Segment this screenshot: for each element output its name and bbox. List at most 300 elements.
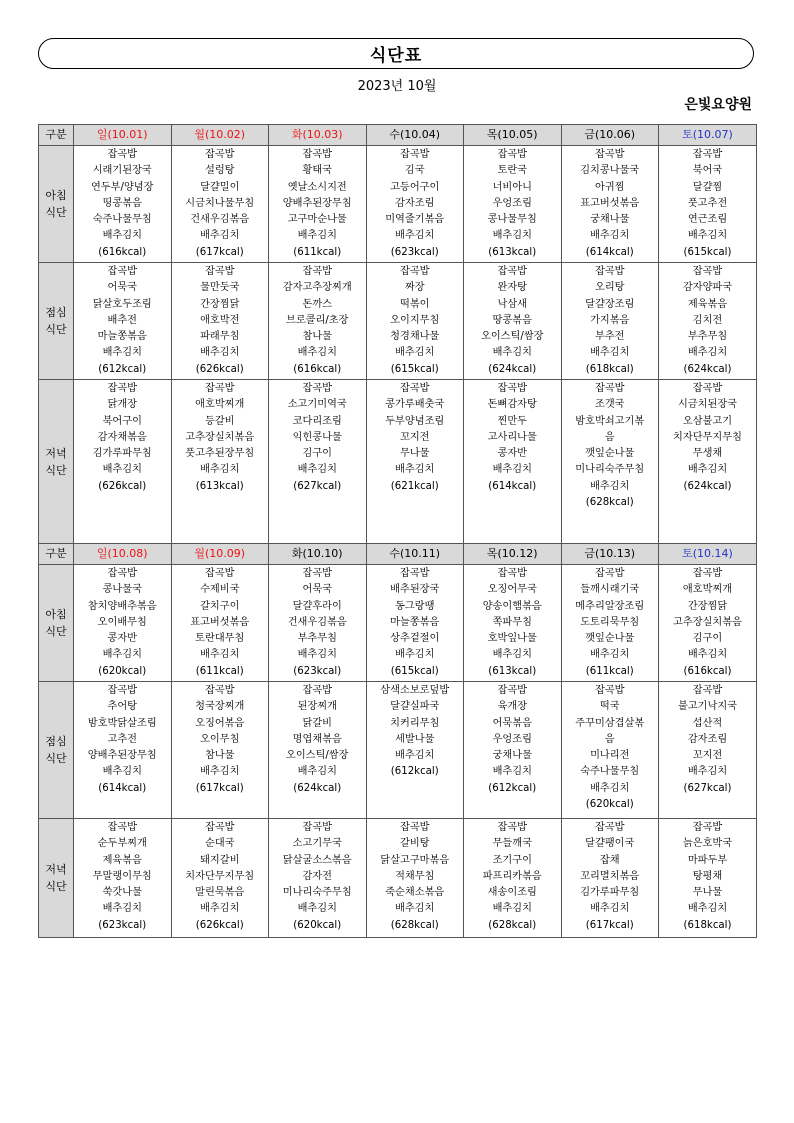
menu-item: 밤호박쇠고기볶 [575, 415, 645, 427]
day-header: 월(10.09) [171, 544, 269, 565]
menu-item: 잡곡밥 [399, 149, 430, 160]
menu-item: 배추김치 [687, 347, 728, 359]
menu-item: 배추된장국 [390, 584, 440, 596]
menu-item: 참치양배추볶음 [87, 600, 157, 612]
menu-item: (617kcal) [195, 246, 244, 258]
meal-row [39, 263, 757, 380]
menu-item: 감자전 [302, 870, 333, 882]
menu-item: 말린묵볶음 [195, 887, 245, 899]
menu-item: (628kcal) [390, 919, 439, 931]
menu-item: 잡곡밥 [594, 568, 625, 579]
menu-item: 풋고추된장무침 [185, 448, 255, 460]
menu-item: 배추김치 [200, 464, 240, 476]
menu-item: 부추전 [594, 331, 625, 343]
menu-item: (626kcal) [195, 919, 244, 931]
menu-item: 잡곡밥 [302, 685, 333, 696]
menu-item: 콩자반 [497, 448, 528, 460]
menu-item: 숙주나물무침 [92, 214, 152, 226]
menu-item: 숙주나물무침 [580, 766, 640, 778]
menu-item: 무말랭이무침 [92, 870, 152, 882]
menu-item: 가지볶음 [590, 314, 630, 326]
meal-label-line: 식단 [45, 323, 67, 336]
menu-item: 치커리무침 [390, 717, 440, 729]
menu-item: 잡곡밥 [497, 149, 528, 160]
menu-item: 잡곡밥 [692, 383, 723, 394]
menu-item: 오삼불고기 [682, 415, 733, 427]
menu-item: 양배추된장무침 [282, 197, 352, 209]
menu-item: 오이스틱/쌈장 [481, 331, 544, 343]
menu-item: 애호박찌개 [195, 399, 245, 411]
menu-item: 무생채 [692, 448, 723, 460]
menu-item: (620kcal) [98, 665, 147, 677]
day-header: 화(10.03) [269, 125, 367, 146]
menu-item: 참나물 [204, 750, 235, 762]
menu-item: 잡곡밥 [594, 266, 625, 277]
meal-label-line: 식단 [45, 206, 67, 219]
menu-item: 배추김치 [200, 230, 240, 242]
menu-cell [659, 682, 757, 819]
meal-label-line: 식단 [45, 463, 67, 477]
menu-item: 잡곡밥 [204, 149, 235, 160]
menu-item: 고추장실치볶음 [673, 616, 742, 628]
menu-item: (624kcal) [488, 363, 537, 375]
menu-item: 연근조림 [687, 214, 728, 226]
header-label: 구분 [39, 544, 74, 565]
menu-item: 애호박전 [200, 314, 240, 326]
menu-item: 완자탕 [497, 282, 528, 294]
menu-item: 미나리숙주무침 [575, 464, 645, 476]
menu-item: 배추김치 [687, 649, 728, 661]
menu-item: 고사리나물 [487, 431, 537, 443]
menu-item: 오징어볶음 [195, 717, 245, 729]
menu-item: 꼬지전 [692, 750, 723, 762]
menu-item: 땅콩볶음 [492, 314, 532, 326]
menu-item: 등갈비 [204, 415, 235, 427]
meal-label-line: 식단 [45, 752, 67, 765]
menu-cell [366, 380, 464, 544]
menu-cell [561, 819, 659, 938]
menu-item: 애호박찌개 [682, 584, 733, 596]
menu-item: 닭개장 [107, 399, 138, 411]
menu-cell [561, 263, 659, 380]
menu-item: 고추장실치볶음 [185, 431, 255, 443]
menu-item: 청경채나물 [390, 331, 440, 343]
menu-item: 음 [604, 733, 615, 745]
menu-item: 세발나물 [395, 733, 435, 745]
menu-item: 배추김치 [395, 464, 435, 476]
menu-item: 음 [604, 431, 615, 443]
menu-item: (615kcal) [390, 665, 439, 677]
menu-item: 참나물 [302, 331, 333, 343]
menu-item: 죽순채소볶음 [385, 887, 445, 899]
menu-item: 잡곡밥 [107, 266, 138, 277]
menu-item: 마파두부 [687, 854, 728, 866]
menu-item: (621kcal) [390, 480, 439, 492]
menu-item: 잡곡밥 [399, 266, 430, 277]
menu-item: 섭산적 [692, 717, 723, 729]
menu-item: 낙삼새 [497, 298, 528, 310]
meal-label [39, 380, 74, 544]
menu-item: 치자단무지무침 [185, 870, 255, 882]
menu-item: 닭살굴소스볶음 [282, 854, 352, 866]
menu-cell [464, 565, 562, 682]
menu-item: 떡국 [599, 701, 620, 713]
menu-item: 소고기무국 [292, 838, 342, 850]
menu-item: 달걀밀이 [200, 181, 240, 193]
meal-label [39, 565, 74, 682]
menu-item: 깻잎순나물 [585, 633, 635, 645]
menu-item: (626kcal) [98, 480, 147, 492]
menu-item: 배추김치 [102, 766, 142, 778]
day-header: 목(10.05) [464, 125, 562, 146]
menu-item: 배추김치 [492, 766, 532, 778]
menu-item: 배추김치 [687, 903, 728, 915]
menu-item: 배추김치 [687, 230, 728, 242]
menu-item: 잡곡밥 [204, 685, 235, 696]
menu-item: 오이스틱/쌈장 [286, 750, 349, 762]
menu-item: 고등어구이 [390, 181, 440, 193]
menu-item: (614kcal) [98, 782, 147, 794]
menu-item: 익힌콩나물 [292, 431, 342, 443]
menu-item: 닭살고구마볶음 [380, 854, 450, 866]
meal-label [39, 146, 74, 263]
menu-cell [171, 146, 269, 263]
menu-item: 배추김치 [102, 347, 142, 359]
menu-item: 오이무침 [200, 733, 240, 745]
menu-item: (617kcal) [585, 919, 634, 931]
menu-item: 파래무침 [200, 331, 240, 343]
menu-item: 북어구이 [102, 415, 142, 427]
menu-item: (614kcal) [585, 246, 634, 258]
menu-item: 표고버섯볶음 [580, 197, 640, 209]
menu-cell [269, 565, 367, 682]
menu-item: 배추김치 [395, 750, 435, 762]
menu-item: 달걀찜 [692, 181, 723, 193]
menu-item: (627kcal) [293, 480, 342, 492]
menu-item: 밤호박닭살조림 [87, 717, 157, 729]
week-header-row [39, 125, 757, 146]
menu-cell [74, 565, 172, 682]
menu-cell [171, 819, 269, 938]
menu-item: 쑥갓나물 [102, 887, 142, 899]
menu-item: 도토리묵무침 [580, 616, 640, 628]
menu-cell [269, 682, 367, 819]
menu-item: 배추김치 [590, 903, 630, 915]
menu-item: 잡곡밥 [497, 266, 528, 277]
menu-item: (613kcal) [488, 246, 537, 258]
menu-item: 조기구이 [492, 854, 532, 866]
menu-item: 콩나물무침 [487, 214, 537, 226]
menu-cell [464, 380, 562, 544]
menu-cell [74, 263, 172, 380]
meal-plan-table [38, 124, 757, 938]
menu-item: 너비아니 [492, 181, 532, 193]
menu-cell [561, 380, 659, 544]
menu-item: 깻잎순나물 [585, 448, 635, 460]
menu-item: 잡곡밥 [107, 568, 138, 579]
menu-item: 코다리조림 [292, 415, 342, 427]
menu-cell [366, 819, 464, 938]
menu-item: (623kcal) [293, 665, 342, 677]
menu-item: 북어국 [692, 165, 723, 177]
menu-item: 설렁탕 [204, 165, 235, 177]
menu-item: (620kcal) [585, 799, 634, 811]
menu-item: 시래기된장국 [92, 165, 152, 177]
menu-item: (623kcal) [390, 246, 439, 258]
menu-item: 잡곡밥 [692, 149, 723, 160]
menu-cell [171, 263, 269, 380]
menu-item: 돼지갈비 [200, 854, 240, 866]
menu-item: 김국 [404, 165, 425, 177]
menu-item: (624kcal) [683, 480, 732, 492]
menu-item: 물만둣국 [200, 282, 240, 294]
menu-item: 잡곡밥 [692, 685, 723, 696]
menu-cell [464, 682, 562, 819]
menu-item: 오징어무국 [487, 584, 537, 596]
menu-item: 잡곡밥 [594, 149, 625, 160]
menu-item: (618kcal) [683, 919, 732, 931]
menu-item: 배추김치 [200, 649, 240, 661]
menu-item: 토란국 [497, 165, 528, 177]
title-text: 식단표 [369, 46, 423, 66]
menu-item: (612kcal) [98, 363, 147, 375]
menu-item: 마늘쫑볶음 [97, 331, 147, 343]
day-header: 월(10.02) [171, 125, 269, 146]
menu-item: 닭살호두조림 [92, 298, 152, 310]
page-title [38, 38, 754, 69]
menu-item: 배추김치 [297, 649, 337, 661]
menu-item: (614kcal) [488, 480, 537, 492]
menu-item: 배추김치 [492, 230, 532, 242]
menu-item: 찐만두 [497, 415, 528, 427]
menu-item: 돈까스 [302, 298, 333, 310]
menu-item: 잡곡밥 [497, 383, 528, 394]
menu-item: 양배추된장무침 [87, 750, 157, 762]
menu-cell [171, 682, 269, 819]
menu-item: 마늘쫑볶음 [390, 616, 440, 628]
menu-item: 잡곡밥 [204, 383, 235, 394]
menu-item: 배추김치 [200, 766, 240, 778]
menu-item: 배추김치 [687, 766, 728, 778]
menu-item: 잡곡밥 [302, 822, 333, 833]
menu-item: 제육볶음 [102, 854, 142, 866]
menu-item: 갈치구이 [200, 600, 240, 612]
menu-item: 김구이 [302, 448, 333, 460]
meal-label-line: 아침 [45, 189, 67, 202]
menu-item: 순대국 [204, 838, 235, 850]
menu-item: 달걀장조림 [585, 298, 635, 310]
menu-item: 상추겉절이 [390, 633, 440, 645]
menu-item: 잡곡밥 [302, 383, 333, 394]
menu-cell [74, 380, 172, 544]
menu-item: (612kcal) [488, 782, 537, 794]
menu-item: 잡곡밥 [107, 685, 138, 696]
menu-item: 잡곡밥 [497, 568, 528, 579]
day-header: 화(10.10) [269, 544, 367, 565]
menu-cell [659, 565, 757, 682]
menu-item: 제육볶음 [687, 298, 728, 310]
meal-row [39, 565, 757, 682]
menu-item: 양송이햄볶음 [482, 600, 542, 612]
menu-cell [269, 263, 367, 380]
menu-cell [74, 819, 172, 938]
menu-item: 잡곡밥 [302, 266, 333, 277]
menu-item: (612kcal) [390, 766, 439, 778]
menu-item: 배추김치 [395, 347, 435, 359]
menu-item: 무나물 [692, 887, 723, 899]
meal-label-line: 점심 [45, 735, 67, 748]
menu-item: 쪽파무침 [492, 616, 532, 628]
menu-item: 꼬지전 [399, 431, 430, 443]
menu-item: (620kcal) [293, 919, 342, 931]
menu-item: 우엉조림 [492, 197, 532, 209]
menu-item: 아귀찜 [594, 181, 625, 193]
menu-item: 삼색소보로덮밥 [380, 685, 450, 696]
menu-item: (617kcal) [195, 782, 244, 794]
menu-item: 김구이 [692, 633, 723, 645]
menu-item: 어묵국 [302, 584, 333, 596]
menu-item: 미나리숙주무침 [282, 887, 352, 899]
menu-item: 배추전 [107, 314, 138, 326]
menu-item: 탕평채 [692, 870, 723, 882]
menu-item: 추어탕 [107, 701, 138, 713]
menu-item: 파프리카볶음 [482, 870, 542, 882]
menu-item: 감자고추장찌개 [282, 282, 352, 294]
menu-item: 콩나물국 [102, 584, 142, 596]
menu-item: 배추김치 [297, 464, 337, 476]
meal-row [39, 146, 757, 263]
meal-label-line: 저녁 [45, 863, 67, 876]
menu-item: 표고버섯볶음 [190, 616, 250, 628]
menu-item: (627kcal) [683, 782, 732, 794]
menu-item: 소고기미역국 [287, 399, 347, 411]
meal-label-line: 점심 [45, 306, 67, 319]
menu-item: 배추김치 [492, 903, 532, 915]
menu-item: 김가루파무침 [92, 448, 152, 460]
menu-item: 배추김치 [395, 649, 435, 661]
menu-cell [269, 146, 367, 263]
menu-item: 콩가루배춧국 [385, 399, 445, 411]
menu-item: 미역줄기볶음 [385, 214, 445, 226]
menu-item: 순두부찌개 [97, 838, 147, 850]
meal-label-line: 식단 [45, 625, 67, 638]
menu-cell [464, 263, 562, 380]
meal-label [39, 682, 74, 819]
menu-item: 배추김치 [687, 464, 728, 476]
menu-item: 들깨시래기국 [580, 584, 640, 596]
day-header: 수(10.04) [366, 125, 464, 146]
menu-item: 띵콩볶음 [102, 197, 142, 209]
menu-item: 배추김치 [492, 347, 532, 359]
menu-item: 짜장 [404, 282, 425, 294]
menu-cell [659, 263, 757, 380]
menu-item: 미나리전 [590, 750, 630, 762]
day-header: 수(10.11) [366, 544, 464, 565]
menu-cell [366, 146, 464, 263]
menu-item: 연두부/양념장 [91, 181, 154, 193]
meal-label-line: 식단 [45, 880, 67, 893]
menu-cell [659, 819, 757, 938]
menu-item: 잡곡밥 [594, 383, 625, 394]
menu-item: 무들깨국 [492, 838, 532, 850]
menu-item: 달걀실파국 [390, 701, 440, 713]
menu-item: 명엽채볶음 [292, 733, 342, 745]
menu-item: 잡곡밥 [399, 822, 430, 833]
menu-item: (624kcal) [293, 782, 342, 794]
menu-item: 잡곡밥 [594, 822, 625, 833]
menu-item: 갈비탕 [399, 838, 430, 850]
menu-item: 배추김치 [395, 903, 435, 915]
menu-item: 조갯국 [594, 399, 625, 411]
menu-item: 메추리알장조림 [575, 600, 645, 612]
menu-item: 잡곡밥 [107, 383, 138, 394]
menu-item: 배추김치 [590, 782, 630, 794]
day-header: 금(10.06) [561, 125, 659, 146]
menu-item: 잡곡밥 [204, 568, 235, 579]
menu-item: 궁채나물 [590, 214, 630, 226]
menu-item: 배추김치 [200, 903, 240, 915]
menu-item: 간장찜닭 [200, 298, 240, 310]
menu-cell [561, 565, 659, 682]
menu-item: 배추김치 [297, 230, 337, 242]
menu-item: 떡볶이 [399, 298, 430, 310]
menu-item: 배추김치 [297, 903, 337, 915]
menu-item: 부추무침 [297, 633, 337, 645]
menu-item: 시금치된장국 [677, 399, 738, 411]
menu-item: (626kcal) [195, 363, 244, 375]
menu-cell [464, 819, 562, 938]
menu-item: 고추전 [107, 733, 138, 745]
meal-row [39, 819, 757, 938]
menu-item: 오이배무침 [97, 616, 147, 628]
menu-item: 배추김치 [590, 649, 630, 661]
menu-item: 감자조림 [395, 197, 435, 209]
menu-item: 배추김치 [492, 649, 532, 661]
menu-item: 적채무침 [395, 870, 435, 882]
menu-item: (628kcal) [488, 919, 537, 931]
menu-item: (611kcal) [293, 246, 342, 258]
menu-item: (615kcal) [390, 363, 439, 375]
menu-item: 배추김치 [395, 230, 435, 242]
menu-item: 콩자반 [107, 633, 138, 645]
menu-item: 꼬리멸치볶음 [580, 870, 640, 882]
menu-cell [366, 565, 464, 682]
menu-cell [561, 146, 659, 263]
menu-item: 부추무침 [687, 331, 728, 343]
header-label: 구분 [39, 125, 74, 146]
menu-item: 달걀후라이 [292, 600, 342, 612]
menu-item: 치자단무지무침 [673, 431, 742, 443]
menu-cell [269, 380, 367, 544]
menu-item: (623kcal) [98, 919, 147, 931]
menu-item: 감자양파국 [682, 282, 733, 294]
menu-item: (618kcal) [585, 363, 634, 375]
menu-item: 우엉조림 [492, 733, 532, 745]
menu-item: 달걀팽이국 [585, 838, 635, 850]
meal-label-line: 저녁 [45, 446, 67, 460]
menu-cell [366, 682, 464, 819]
menu-item: 불고기낙지국 [677, 701, 738, 713]
menu-cell [269, 819, 367, 938]
menu-item: 잡곡밥 [204, 822, 235, 833]
menu-cell [74, 146, 172, 263]
menu-item: (616kcal) [683, 665, 732, 677]
menu-item: 잡곡밥 [302, 568, 333, 579]
meal-row [39, 682, 757, 819]
week-header-row [39, 544, 757, 565]
menu-item: 브로콜리/초장 [286, 314, 349, 326]
menu-item: 잡곡밥 [399, 568, 430, 579]
